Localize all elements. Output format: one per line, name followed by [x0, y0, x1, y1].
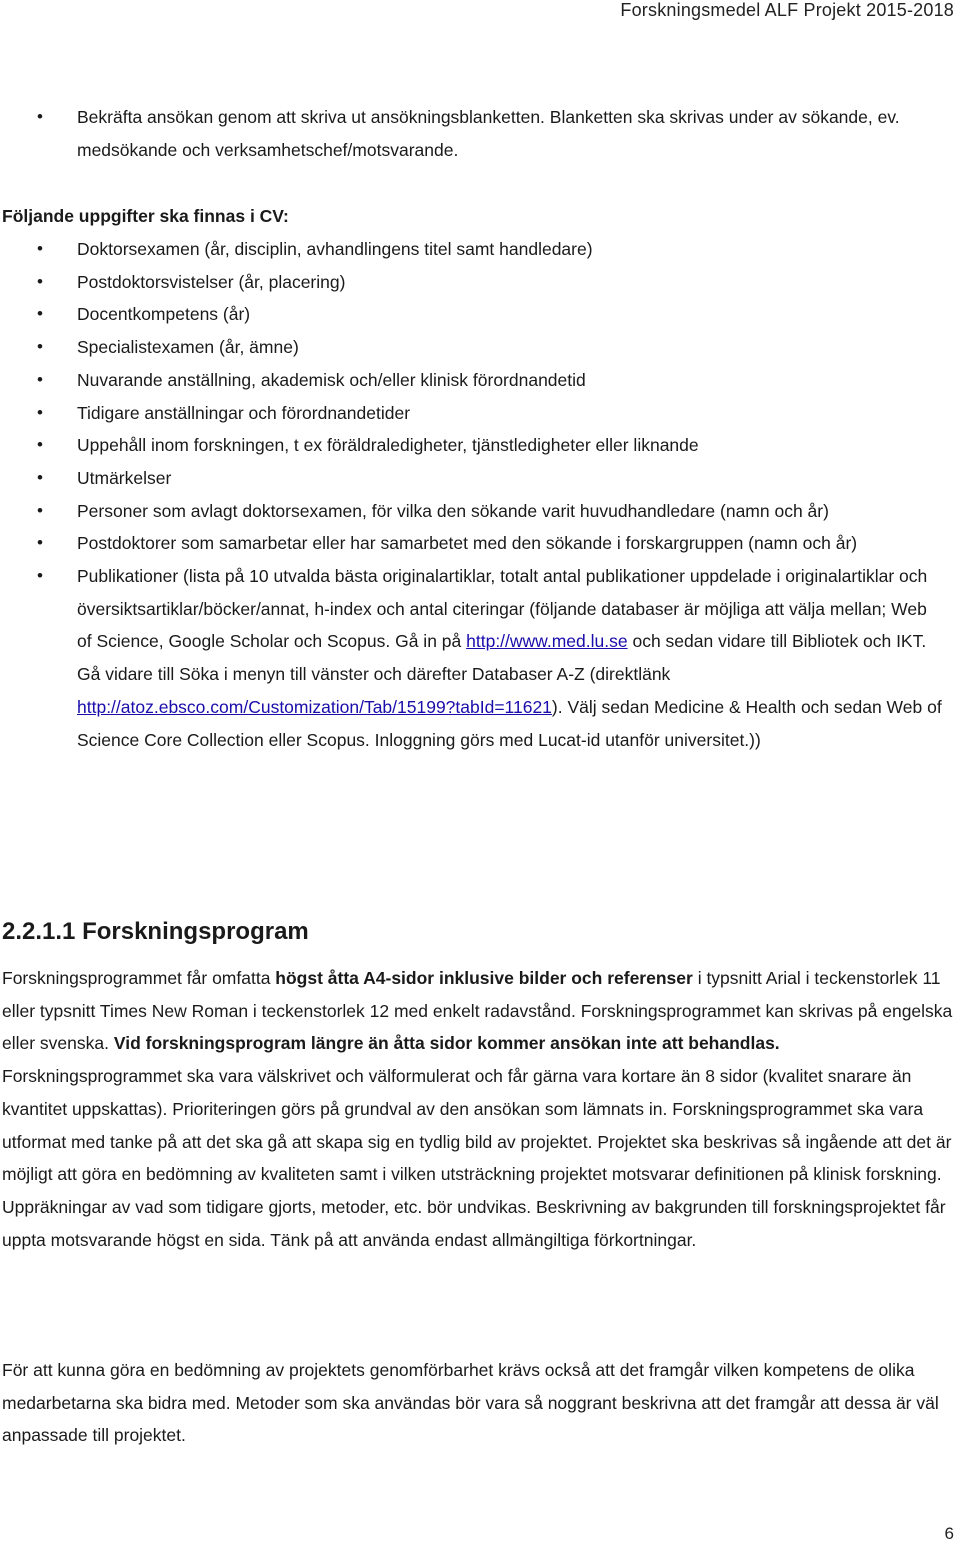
bullet-icon: • — [37, 337, 43, 357]
list-item — [0, 495, 945, 528]
bullet-icon: • — [37, 435, 43, 455]
cv-requirements-list — [0, 233, 945, 756]
bullet-icon: • — [37, 304, 43, 324]
bullet-icon: • — [37, 467, 43, 487]
list-item-text: Utmärkelser — [77, 467, 172, 488]
list-item — [0, 266, 945, 299]
publications-text-part2: och sedan vidare till Bibliotek och IKT. Gå vidare till Söka i menyn till vänster och därefter Databaser A-Z (direktlänk — [77, 631, 927, 685]
publications-text-part3: ). Välj sedan Medicine & Health och sedan Web of Science Core Collection eller Scopus. Inloggning görs med Lucat-id utanför universitet.)) — [77, 696, 942, 750]
research-program-paragraph — [2, 962, 958, 1256]
bullet-icon: • — [37, 566, 43, 586]
bullet-icon: • — [37, 402, 43, 422]
list-item — [0, 462, 945, 495]
list-item-text: Personer som avlagt doktorsexamen, för vilka den sökande varit huvudhandledare (namn och år) — [77, 500, 829, 521]
page-number: 6 — [944, 1524, 954, 1543]
list-item-text: Postdoktorer som samarbetar eller har samarbetet med den sökande i forskargruppen (namn och år) — [77, 533, 858, 554]
list-item-text: Postdoktorsvistelser (år, placering) — [77, 271, 346, 292]
rejection-warning-emphasis: Vid forskningsprogram längre än åtta sidor kommer ansökan inte att behandlas. — [113, 1033, 780, 1054]
med-lu-link[interactable]: http://www.med.lu.se — [466, 631, 628, 652]
list-item — [0, 233, 945, 266]
bullet-icon: • — [37, 271, 43, 291]
bullet-icon: • — [37, 533, 43, 553]
page-limit-emphasis: högst åtta A4-sidor inklusive bilder och referenser — [275, 968, 693, 988]
section-heading: 2.2.1.1 Forskningsprogram — [2, 918, 309, 945]
list-item-text: Specialistexamen (år, ämne) — [77, 337, 299, 358]
list-item — [0, 331, 945, 364]
list-item — [0, 364, 945, 397]
list-item-text: Docentkompetens (år) — [77, 304, 251, 325]
bullet-icon: • — [37, 500, 43, 520]
list-item-text: Doktorsexamen (år, disciplin, avhandlingens titel samt handledare) — [77, 239, 593, 259]
list-item-text: Uppehåll inom forskningen, t ex föräldraledigheter, tjänstledigheter eller liknande — [77, 435, 699, 456]
bullet-icon: • — [37, 239, 43, 258]
list-item — [0, 429, 945, 462]
list-item-text: Tidigare anställningar och förordnandetider — [77, 402, 411, 423]
ebsco-databases-link[interactable]: http://atoz.ebsco.com/Customization/Tab/15199?tabId=11621 — [77, 696, 552, 717]
list-item-text: Bekräfta ansökan genom att skriva ut ansökningsblanketten. Blanketten ska skrivas under av sökande, ev. medsökande och verksamhetschef/motsvarande. — [77, 107, 900, 160]
paragraph-text: Forskningsprogrammet ska vara välskrivet och välformulerat och får gärna vara kortare än 8 sidor (kvalitet snarare än kvantitet uppskattas). Prioriteringen görs på grundval av den ansökan som lämnats in. Forskningsprogrammet ska vara utformat med tanke på att det ska gå att skapa sig en tydlig bild av projektet. Projektet ska beskrivas så ingående att det är möjligt att göra en bedömning av kvaliteten samt i vilken utsträckning projektet motsvarar definitionen på klinisk forskning. Uppräkningar av vad som tidigare gjorts, metoder, etc. bör undvikas. Beskrivning av bakgrunden till forskningsprojektet får uppta motsvarande högst en sida. Tänk på att använda endast allmängiltiga förkortningar. — [2, 1066, 952, 1250]
paragraph-text: i typsnitt Arial i teckenstorlek 11 eller typsnitt Times New Roman i teckenstorlek 12 med enkelt radavstånd. Forskningsprogrammet kan skrivas på engelska eller svenska. — [2, 968, 953, 1054]
publications-item — [0, 560, 945, 756]
confirmation-list — [0, 101, 945, 166]
running-header: Forskningsmedel ALF Projekt 2015-2018 — [620, 0, 954, 20]
list-item — [0, 101, 945, 166]
list-item — [0, 527, 945, 560]
paragraph-text: Forskningsprogrammet får omfatta — [2, 968, 276, 988]
list-item-text: Nuvarande anställning, akademisk och/eller klinisk förordnandetid — [77, 369, 586, 390]
bullet-icon: • — [37, 369, 43, 389]
competence-paragraph: För att kunna göra en bedömning av projektets genomförbarhet krävs också att det framgår vilken kompetens de olika medarbetarna ska bidra med. Metoder som ska användas bör vara så noggrant beskrivna att det framgår att dessa är väl anpassade till projektet. — [2, 1360, 939, 1446]
list-item — [0, 397, 945, 430]
cv-section-label: Följande uppgifter ska finnas i CV: — [2, 206, 289, 226]
list-item — [0, 298, 945, 331]
bullet-icon: • — [37, 107, 43, 126]
publications-text-part1: Publikationer (lista på 10 utvalda bästa originalartiklar, totalt antal publikationer uppdelade i originalartiklar och översiktsartiklar/böcker/annat, h-index och antal citeringar (följande databaser är möjliga att välja mellan; Web of Science, Google Scholar och Scopus. Gå in på — [77, 566, 928, 652]
